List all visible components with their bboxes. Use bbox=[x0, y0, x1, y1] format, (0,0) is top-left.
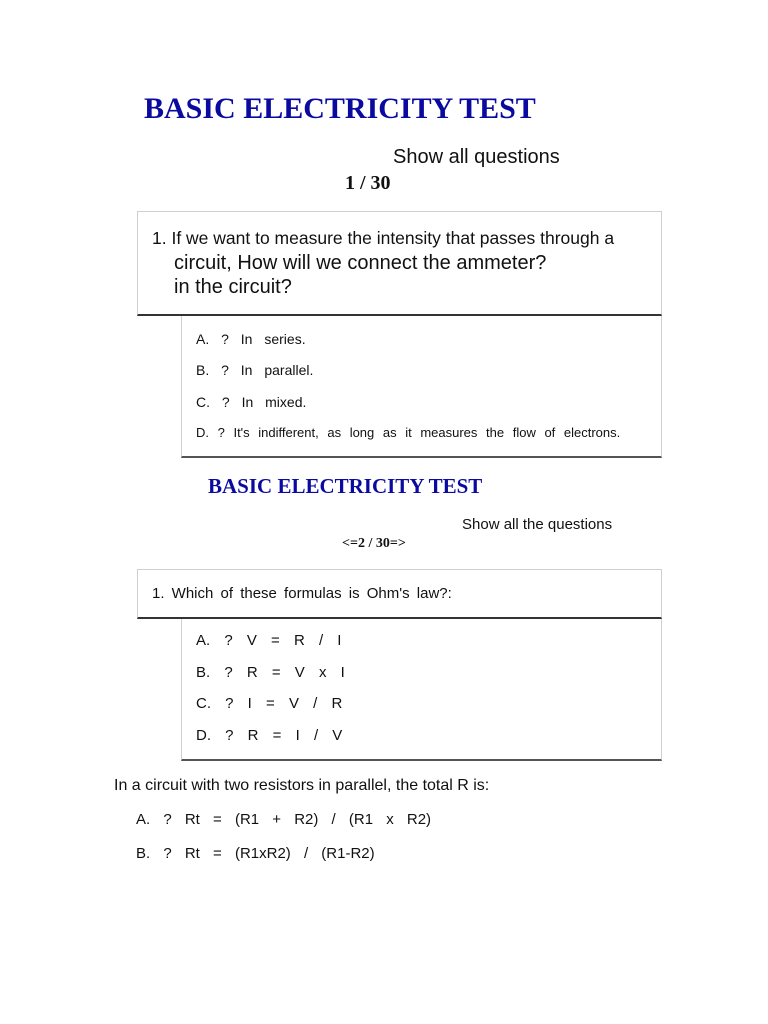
answer-option-c[interactable]: C. ? I = V / R bbox=[196, 695, 343, 712]
answer-option-a[interactable]: A. ? In series. bbox=[196, 331, 306, 347]
question-counter[interactable]: <=2 / 30=> bbox=[342, 536, 406, 551]
section-title: BASIC ELECTRICITY TEST bbox=[208, 474, 483, 498]
question-box bbox=[137, 569, 662, 619]
answer-option-a[interactable]: A. ? Rt = (R1 + R2) / (R1 x R2) bbox=[136, 811, 432, 828]
answer-option-b[interactable]: B. ? In parallel. bbox=[196, 362, 314, 378]
question-text-line-3: in the circuit? bbox=[174, 276, 292, 298]
question-text-line-1: 1. If we want to measure the intensity that passes through a bbox=[152, 228, 615, 248]
answer-options bbox=[181, 316, 662, 458]
answer-option-b[interactable]: B. ? R = V x I bbox=[196, 664, 345, 681]
answer-option-c[interactable]: C. ? In mixed. bbox=[196, 394, 307, 410]
answer-option-b[interactable]: B. ? Rt = (R1xR2) / (R1-R2) bbox=[136, 845, 375, 862]
answer-option-a[interactable]: A. ? V = R / I bbox=[196, 632, 342, 649]
show-all-questions-link[interactable]: Show all the questions bbox=[462, 516, 613, 533]
question-text: 1. Which of these formulas is Ohm's law?: bbox=[152, 585, 452, 602]
question-box bbox=[137, 211, 662, 316]
answer-option-d[interactable]: D. ? It's indifferent, as long as it measures the flow of electrons. bbox=[196, 425, 621, 440]
answer-options bbox=[181, 619, 662, 761]
question-text-line-2: circuit, How will we connect the ammeter? bbox=[174, 252, 547, 274]
question-text: In a circuit with two resistors in parallel, the total R is: bbox=[114, 777, 490, 794]
answer-option-d[interactable]: D. ? R = I / V bbox=[196, 727, 343, 744]
page-title: BASIC ELECTRICITY TEST bbox=[144, 92, 536, 125]
show-all-questions-link[interactable]: Show all questions bbox=[393, 146, 560, 168]
question-counter: 1 / 30 bbox=[345, 172, 391, 194]
